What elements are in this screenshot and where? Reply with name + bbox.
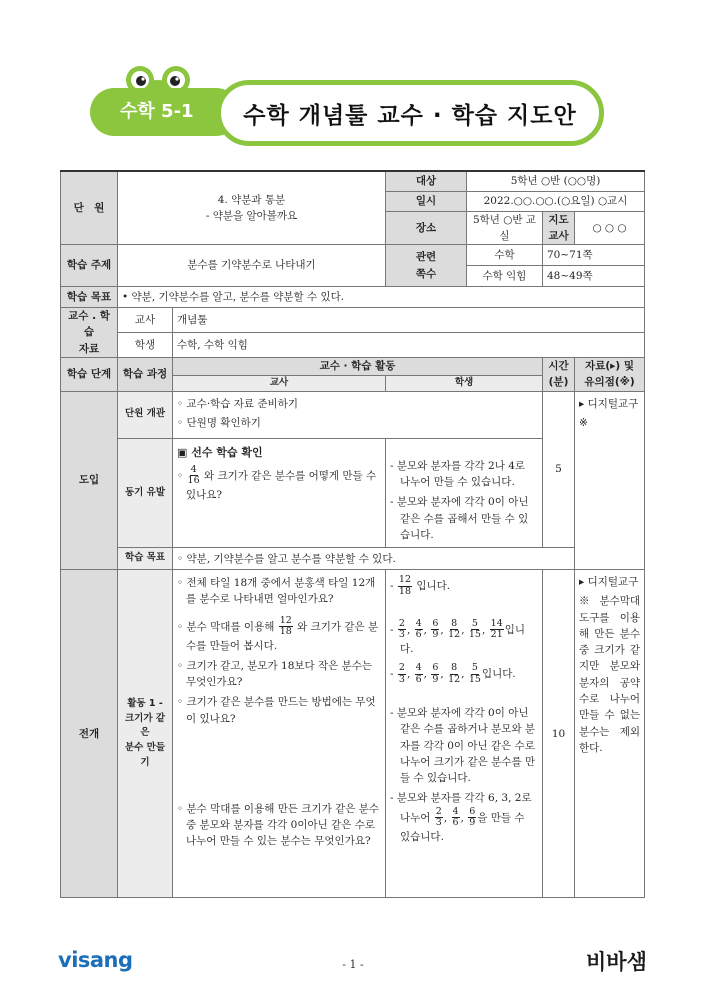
visang-logo: visang — [58, 948, 133, 972]
pages-label — [386, 245, 467, 287]
material-label-line2: 자료 — [78, 342, 100, 355]
intro-overview-item-1: ◦ 교수·학습 자료 준비하기 — [177, 397, 298, 410]
page-title — [216, 80, 604, 146]
intro-notes — [575, 391, 645, 569]
fraction — [435, 807, 443, 829]
fraction-separator: , — [423, 668, 431, 681]
dev-answer-3-suffix: 입니다. — [481, 668, 516, 681]
subject-badge: 수학 5-1 — [90, 88, 240, 136]
dev-process-line3: 분수 만들기 — [124, 742, 165, 768]
intro-row-overview — [61, 391, 645, 438]
denominator: 21 — [490, 629, 503, 641]
dev-answer-2-suffix: 입니다. — [400, 623, 526, 655]
topic-value: 분수를 기약분수로 나타내기 — [118, 245, 386, 287]
fraction — [398, 619, 406, 641]
numerator: 6 — [432, 618, 439, 630]
material-student-label: 학생 — [118, 332, 173, 357]
denominator: 9 — [469, 817, 476, 829]
denominator: 15 — [468, 629, 481, 641]
dev-note-caution: ※ 분수막대 도구를 이용해 만든 분수 중 크기가 같지만 분모와 분자의 공약수로 나누어 만들 수 없는 분수는 제외한다. — [579, 595, 641, 754]
intro-answer-2: - 분모와 분자에 각각 0이 아닌 같은 수를 곱해서 만들 수 있습니다. — [390, 496, 529, 541]
date-value: 2022.○○.○○.(○요일) ○교시 — [467, 191, 645, 211]
denominator: 15 — [468, 673, 481, 685]
dev-answer-2: - $\frac{2}{3}$ , $\frac{4}{6}$ , $\frac{6}{9}$ , $\frac{8}{12}$ , $\frac{5}{15}$ , $\frac{14}{21}$ 입니다. — [390, 618, 526, 655]
page-number: - 1 - — [342, 958, 364, 971]
fraction-separator: , — [481, 623, 489, 636]
notes-header-line1: 자료(▸) 및 — [585, 360, 634, 373]
denominator: 18 — [279, 626, 292, 638]
dev-row — [61, 570, 645, 898]
dev-question-2-prefix: ◦ 분수 막대를 이용해 — [177, 620, 275, 633]
intro-note-material: ▸ 디지털교구 — [579, 397, 639, 410]
numerator: 5 — [471, 618, 478, 630]
denominator: 3 — [398, 629, 405, 641]
numerator: 14 — [490, 618, 503, 630]
dev-answer-4: - 분모와 분자에 각각 0이 아닌 같은 수를 곱하거나 분모와 분자를 각각 0이 아닌 같은 수로 나누어 크기가 같은 분수를 만들 수 있습니다. — [390, 707, 536, 785]
intro-question-text: 와 크기가 같은 분수를 어떻게 만들 수 있나요? — [186, 469, 377, 501]
denominator: 6 — [415, 673, 422, 685]
numerator: 4 — [190, 463, 197, 475]
material-label — [61, 308, 118, 358]
numerator: 6 — [432, 662, 439, 674]
dev-question-4: ◦ 크기가 같은 분수를 만드는 방법에는 무엇이 있나요? — [177, 696, 376, 725]
teacher-label: 지도 교사 — [543, 211, 575, 245]
dev-answer-5 — [390, 790, 538, 844]
teacher-column-header: 교사 — [173, 375, 386, 391]
dev-process — [118, 570, 173, 898]
material-teacher-label: 교사 — [118, 308, 173, 333]
numerator: 4 — [452, 805, 459, 817]
denominator: 6 — [452, 817, 459, 829]
material-teacher-value: 개념툴 — [173, 308, 645, 333]
numerator: 8 — [451, 662, 458, 674]
fraction — [431, 663, 439, 685]
dev-process-line1: 활동 1 - — [127, 697, 163, 709]
intro-stage: 도입 — [61, 391, 118, 569]
time-header — [543, 357, 575, 391]
fraction — [490, 619, 504, 641]
process-header: 학습 과정 — [118, 357, 173, 391]
fraction — [469, 619, 481, 641]
dev-answer-5-suffix: 을 만들 수 있습니다. — [400, 811, 525, 843]
denominator: 6 — [415, 629, 422, 641]
activity-header-row — [61, 357, 645, 375]
dev-answer-1-prefix: - — [390, 580, 394, 593]
prior-learning-heading: ▣ 선수 학습 확인 — [177, 445, 263, 459]
intro-overview-teacher — [173, 391, 543, 438]
dev-answer-3: - $\frac{2}{3}$ , $\frac{4}{6}$ , $\frac{6}{9}$ , $\frac{8}{12}$ , $\frac{5}{15}$ 입니다. — [390, 662, 516, 685]
fraction-12-18 — [279, 616, 293, 638]
denominator: 9 — [432, 673, 439, 685]
fraction — [469, 663, 481, 685]
numerator: 6 — [469, 805, 476, 817]
fraction — [448, 619, 460, 641]
intro-time: 5 — [543, 391, 575, 547]
dev-notes — [575, 570, 645, 898]
dev-stage: 전개 — [61, 570, 118, 898]
numerator: 2 — [435, 805, 442, 817]
dev-question-5: ◦ 분수 막대를 이용해 만든 크기가 같은 분수 중 분모와 분자를 각각 0이아닌 같은 수로 나누어 만들 수 있는 분수는 무엇인가요? — [177, 802, 379, 848]
book1-pages: 70~71쪽 — [543, 245, 645, 266]
fraction-separator: , — [406, 623, 414, 636]
topic-label: 학습 주제 — [61, 245, 118, 287]
goal-label: 학습 목표 — [61, 287, 118, 308]
dev-student — [386, 570, 543, 898]
numerator: 12 — [398, 574, 411, 586]
fraction — [415, 619, 423, 641]
student-column-header: 학생 — [386, 375, 543, 391]
notes-header — [575, 357, 645, 391]
material-student-value: 수학, 수학 익힘 — [173, 332, 645, 357]
stage-header: 학습 단계 — [61, 357, 118, 391]
intro-question — [177, 465, 381, 503]
info-row-pages-1 — [61, 245, 645, 266]
target-value: 5학년 ○반 (○○명) — [467, 171, 645, 191]
intro-process-overview: 단원 개관 — [118, 391, 173, 438]
numerator: 12 — [279, 614, 292, 626]
fraction-separator: , — [406, 668, 414, 681]
fraction-separator: , — [440, 668, 448, 681]
place-value: 5학년 ○반 교실 — [467, 211, 543, 245]
numerator: 4 — [415, 662, 422, 674]
intro-question-bullet: ◦ — [177, 469, 184, 482]
dev-teacher — [173, 570, 386, 898]
fraction-separator: , — [461, 668, 468, 681]
activity-header: 교수 · 학습 활동 — [173, 357, 543, 375]
fraction-12-18 — [398, 575, 412, 597]
fraction-separator: , — [460, 811, 468, 824]
notes-header-line2: 유의점(※) — [584, 376, 635, 389]
denominator: 9 — [432, 629, 439, 641]
dev-time: 10 — [543, 570, 575, 898]
fraction — [452, 807, 460, 829]
material-row-teacher — [61, 308, 645, 333]
fraction — [448, 663, 460, 685]
fraction-separator: , — [461, 623, 468, 636]
goal-value: • 약분, 기약분수를 알고, 분수를 약분할 수 있다. — [118, 287, 645, 308]
fraction-separator: , — [423, 623, 431, 636]
book2-name: 수학 익힘 — [467, 266, 543, 287]
material-label-line1: 교수 . 학습 — [68, 310, 110, 339]
material-row-student — [61, 332, 645, 357]
numerator: 8 — [451, 618, 458, 630]
dev-question-2-suffix: 와 크기가 같은 분수를 만들어 봅시다. — [186, 620, 379, 652]
unit-subtitle: - 약분을 알아볼까요 — [205, 210, 298, 223]
time-header-line1: 시간 — [548, 360, 569, 373]
intro-answer-1: - 분모와 분자를 각각 2나 4로 나누어 만들 수 있습니다. — [390, 459, 526, 489]
intro-process-motivation: 동기 유발 — [118, 438, 173, 547]
denominator: 18 — [398, 585, 411, 597]
vivasam-logo: 비바샘 — [586, 950, 647, 974]
numerator: 2 — [398, 662, 405, 674]
info-row-target — [61, 171, 645, 191]
dev-answer-5-prefix: - 분모와 분자를 각각 6, 3, 2로 나누어 — [390, 792, 532, 824]
dev-answer-1 — [390, 575, 538, 597]
denominator: 12 — [448, 629, 461, 641]
intro-note-caution: ※ — [579, 417, 588, 430]
unit-cell — [118, 171, 386, 245]
book1-name: 수학 — [467, 245, 543, 266]
fraction-list — [434, 805, 478, 829]
intro-row-goal — [61, 548, 645, 570]
fraction — [415, 663, 423, 685]
denominator: 16 — [187, 475, 200, 487]
document-header — [0, 0, 706, 170]
fraction-separator: , — [440, 623, 448, 636]
fraction-list — [397, 618, 505, 641]
intro-overview-item-2: ◦ 단원명 확인하기 — [177, 417, 261, 430]
dev-answer-1-suffix: 입니다. — [416, 580, 451, 593]
date-label: 일시 — [386, 191, 467, 211]
fraction-separator: , — [443, 811, 451, 824]
unit-label: 단 원 — [61, 171, 118, 245]
intro-motivation-teacher — [173, 438, 386, 547]
fraction — [468, 807, 476, 829]
fraction-4-16 — [188, 465, 200, 487]
fraction — [398, 663, 406, 685]
teacher-value: ○ ○ ○ — [575, 211, 645, 245]
denominator: 3 — [398, 673, 405, 685]
dev-question-3: ◦ 크기가 같고, 분모가 18보다 작은 분수는 무엇인가요? — [177, 659, 373, 689]
denominator: 3 — [435, 817, 442, 829]
time-header-line2: (분) — [548, 376, 569, 389]
numerator: 5 — [471, 662, 478, 674]
fraction — [431, 619, 439, 641]
lesson-plan-table — [60, 170, 645, 898]
target-label: 대상 — [386, 171, 467, 191]
numerator: 2 — [398, 618, 405, 630]
unit-title: 4. 약분과 통분 — [217, 193, 286, 206]
numerator: 4 — [415, 618, 422, 630]
pages-label-line1: 관련 — [415, 251, 437, 264]
dev-question-2 — [177, 616, 381, 654]
place-label: 장소 — [386, 211, 467, 245]
intro-motivation-student — [386, 438, 543, 547]
denominator: 12 — [448, 673, 461, 685]
goal-row — [61, 287, 645, 308]
dev-note-material: ▸ 디지털교구 — [579, 576, 639, 589]
intro-process-goal: 학습 목표 — [118, 548, 173, 570]
dev-process-line2: 크기가 같은 — [124, 712, 165, 739]
page-title-text: 수학 개념툴 교수 · 학습 지도안 — [243, 102, 577, 129]
book2-pages: 48~49쪽 — [543, 266, 645, 287]
pages-label-line2: 쪽수 — [415, 267, 437, 280]
intro-goal-text: ◦ 약분, 기약분수를 알고 분수를 약분할 수 있다. — [173, 548, 575, 570]
dev-question-1: ◦ 전체 타일 18개 중에서 분홍색 타일 12개를 분수로 나타내면 얼마인가요? — [177, 577, 376, 606]
